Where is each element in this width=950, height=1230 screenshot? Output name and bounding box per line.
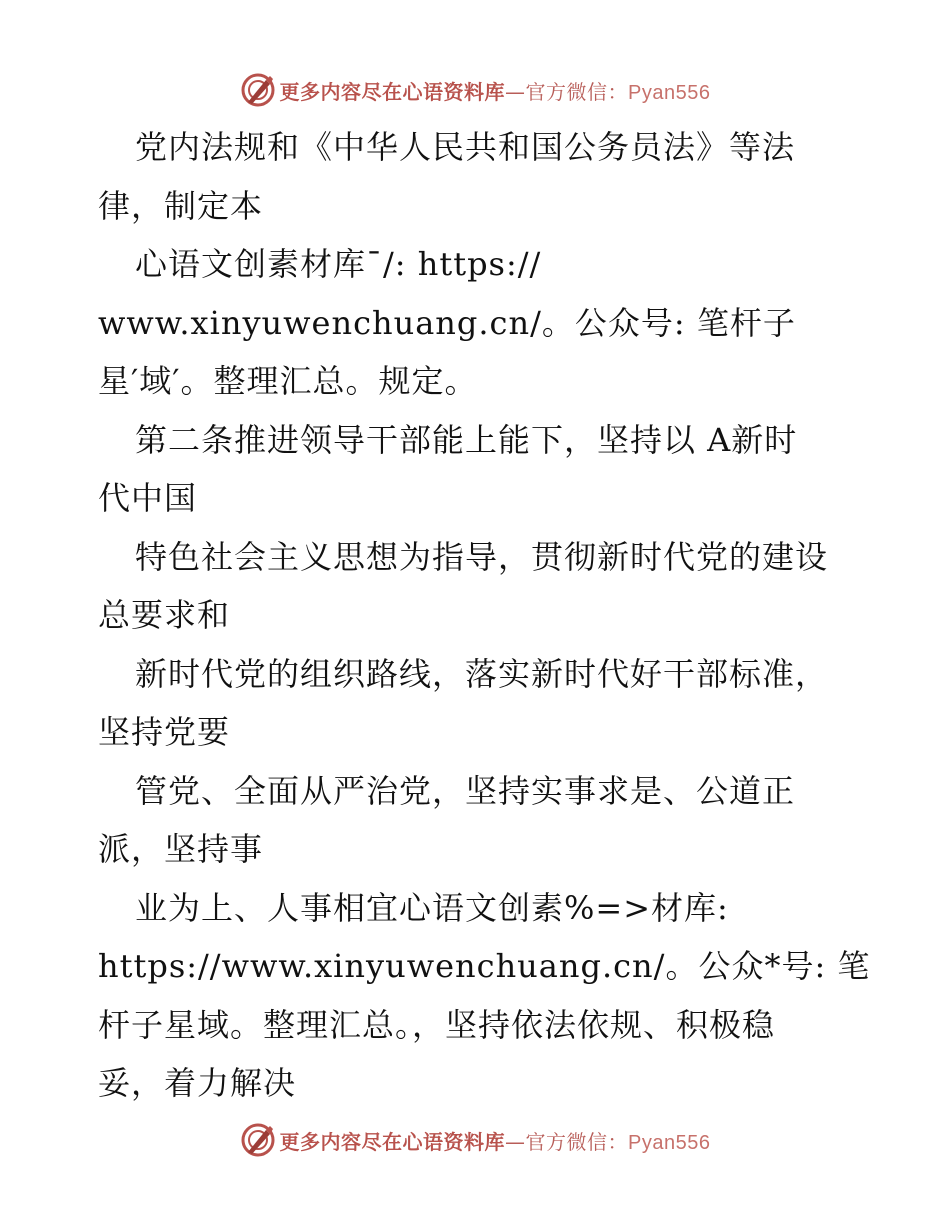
body-line: 律，制定本 bbox=[98, 186, 264, 225]
header-official: 官方微信： bbox=[525, 79, 629, 104]
footer-account: Pyan556 bbox=[628, 1131, 711, 1154]
footer-brand: 更多内容尽在心语资料库 bbox=[279, 1129, 506, 1154]
body-line: 心语文创素材库¯/: https:// bbox=[135, 245, 542, 283]
footer-official: 官方微信： bbox=[525, 1129, 629, 1154]
body-line: www.xinyuwenchuang.cn/。公众号: 笔杆子 bbox=[98, 303, 796, 342]
document-body bbox=[98, 118, 871, 1113]
footer-banner bbox=[0, 1120, 950, 1160]
header-account: Pyan556 bbox=[628, 81, 711, 104]
header-text bbox=[280, 76, 711, 105]
body-line: https://www.xinyuwenchuang.cn/。公众*号: 笔 bbox=[98, 947, 871, 985]
body-line: 管党、全面从严治党，坚持实事求是、公道正 bbox=[135, 771, 796, 810]
footer-text bbox=[280, 1126, 711, 1155]
header-banner bbox=[0, 70, 950, 110]
body-line: 代中国 bbox=[98, 479, 198, 517]
pen-logo-icon bbox=[240, 72, 276, 108]
footer-dash: — bbox=[505, 1129, 526, 1154]
body-line: 星′域′。整理汇总。规定。 bbox=[98, 362, 478, 400]
body-line: 坚持党要 bbox=[98, 713, 231, 751]
body-line: 派，坚持事 bbox=[98, 830, 264, 868]
pen-logo-icon bbox=[240, 1122, 276, 1158]
body-line: 杆子星域。整理汇总。，坚持依法依规、积极稳 bbox=[98, 1005, 776, 1044]
body-line: 总要求和 bbox=[98, 596, 231, 634]
body-line: 第二条推进领导干部能上能下，坚持以 A新时 bbox=[135, 420, 798, 459]
header-dash: — bbox=[505, 79, 526, 104]
body-line: 新时代党的组织路线，落实新时代好干部标准， bbox=[135, 654, 829, 693]
header-brand: 更多内容尽在心语资料库 bbox=[279, 79, 506, 104]
body-line: 党内法规和《中华人民共和国公务员法》等法 bbox=[135, 128, 796, 166]
body-line: 业为上、人事相宜心语文创素%=>材库: bbox=[135, 888, 729, 927]
body-line: 特色社会主义思想为指导，贯彻新时代党的建设 bbox=[135, 537, 829, 576]
body-line: 妥，着力解决 bbox=[98, 1064, 297, 1102]
